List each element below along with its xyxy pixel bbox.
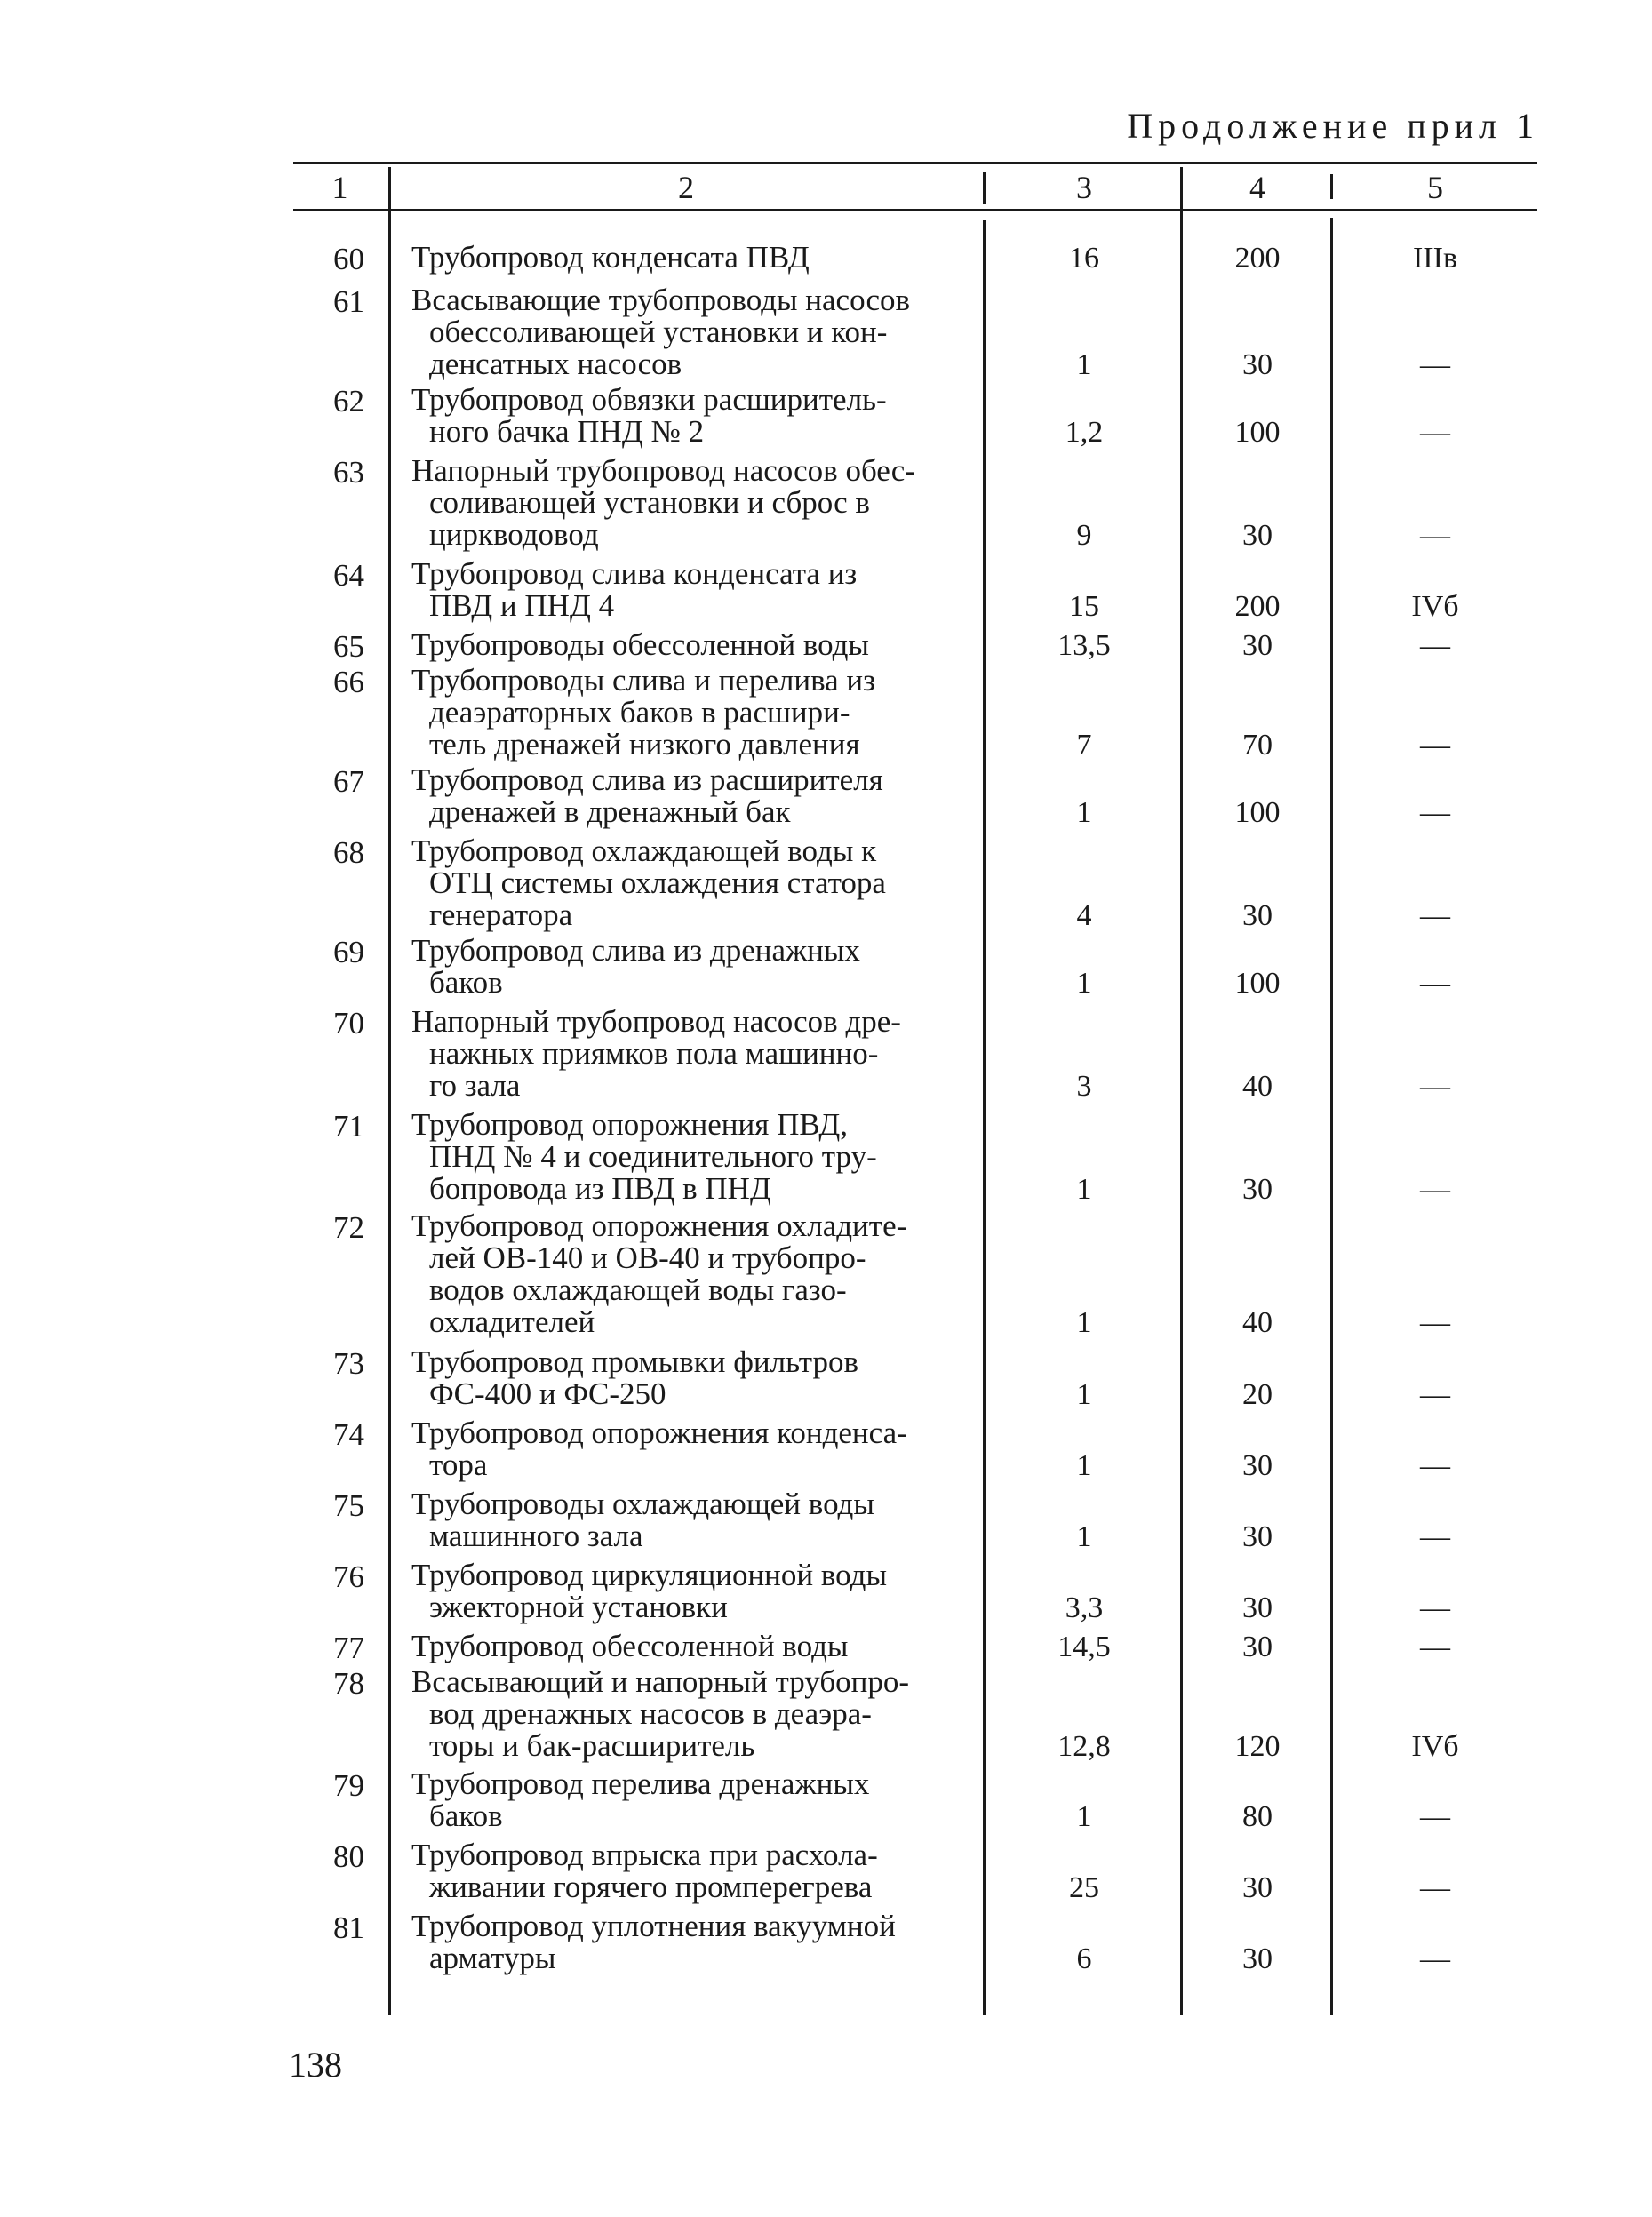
row-name-line: Трубопровод обессоленной воды [411,1629,849,1663]
row-name-line: Трубопровод обвязки расширитель- [411,382,887,417]
row-name [411,242,980,274]
row-name-line: Трубопровод уплотнения вакуумной [411,1909,896,1943]
row-number: 68 [333,835,364,870]
row-value-c3: 13,5 [1057,629,1111,662]
row-name-line: ОТЦ системы охлаждения статора [429,865,886,900]
row-name-line: Трубопровод слива конденсата из [411,556,858,591]
row-value-c3: 16 [1069,242,1099,275]
row-value-c3: 1 [1076,348,1092,381]
row-name-line: Трубопровод перелива дренажных [411,1766,870,1801]
row-value-c3: 25 [1069,1871,1099,1904]
row-value-c4: 30 [1242,1449,1273,1482]
row-name-line: циркводовод [429,517,599,552]
row-value-c5: — [1420,1070,1450,1103]
row-value-c5: — [1420,1306,1450,1339]
row-value-c4: 100 [1234,967,1281,1000]
row-name-line: бопровода из ПВД в ПНД [429,1171,771,1206]
row-name-line: Трубопровод слива из дренажных [411,933,860,968]
row-value-c3: 1 [1076,1800,1092,1833]
row-number: 81 [333,1910,364,1945]
row-number: 73 [333,1346,364,1381]
row-number: 75 [333,1488,364,1523]
row-value-c3: 1 [1076,967,1092,1000]
row-value-c5: — [1420,1871,1450,1904]
row-number: 74 [333,1417,364,1452]
row-value-c3: 14,5 [1057,1631,1111,1663]
row-name-line: генератора [429,897,573,932]
row-value-c3: 15 [1069,590,1099,623]
row-name [411,835,980,931]
row-name-line: Трубопровод опорожнения ПВД, [411,1107,849,1142]
row-name-line: денсатных насосов [429,347,682,381]
column-header-5: 5 [1427,170,1443,205]
row-value-c5: — [1420,519,1450,552]
row-number: 69 [333,935,364,969]
row-name-line: обессоливающей установки и кон- [429,315,888,349]
row-number: 60 [333,242,364,276]
row-name [411,384,980,448]
row-value-c5: — [1420,1942,1450,1975]
row-name [411,1666,980,1762]
row-value-c4: 30 [1242,1520,1273,1553]
row-value-c5: — [1420,796,1450,829]
row-name-line: Трубопровод охлаждающей воды к [411,833,877,868]
row-value-c3: 9 [1076,519,1092,552]
row-number: 64 [333,558,364,593]
row-name-line: дренажей в дренажный бак [429,794,791,829]
row-number: 65 [333,629,364,664]
row-value-c4: 30 [1242,629,1273,662]
row-name-line: вод дренажных насосов в деаэра- [429,1696,872,1731]
row-value-c3: 4 [1076,899,1092,932]
row-value-c3: 1 [1076,1520,1092,1553]
row-value-c5: — [1420,967,1450,1000]
column-divider [983,172,986,204]
row-name-line: живании горячего промперегрева [429,1870,873,1904]
row-name-line: Трубопроводы обессоленной воды [411,627,869,662]
column-header-2: 2 [678,170,694,205]
row-value-c4: 40 [1242,1306,1273,1339]
row-name-line: Трубопровод конденсата ПВД [411,240,810,275]
row-value-c4: 200 [1234,242,1281,275]
row-number: 62 [333,384,364,419]
column-header-4: 4 [1249,170,1265,205]
row-value-c5: IIIв [1412,242,1458,275]
row-number: 67 [333,764,364,799]
row-number: 66 [333,665,364,699]
row-value-c4: 40 [1242,1070,1273,1103]
row-value-c4: 80 [1242,1800,1273,1833]
row-name [411,1559,980,1623]
row-value-c5: IVб [1411,1730,1459,1763]
row-value-c4: 30 [1242,1173,1273,1206]
row-name-line: баков [429,965,503,1000]
row-name-line: ПВД и ПНД 4 [429,588,615,623]
row-name [411,629,980,661]
row-name-line: Трубопровод впрыска при расхола- [411,1838,878,1872]
row-value-c4: 30 [1242,1591,1273,1624]
row-value-c4: 100 [1234,796,1281,829]
row-name-line: Напорный трубопровод насосов дре- [411,1004,901,1039]
row-name-line: Всасывающие трубопроводы насосов [411,283,911,317]
row-value-c5: — [1420,1449,1450,1482]
row-value-c4: 20 [1242,1378,1273,1411]
row-name [411,1109,980,1205]
row-number: 72 [333,1210,364,1245]
row-name-line: Всасывающий и напорный трубопро- [411,1664,910,1699]
row-name-line: баков [429,1798,503,1833]
row-name [411,1346,980,1410]
row-name-line: эжекторной установки [429,1590,728,1624]
row-name-line: тора [429,1447,488,1482]
row-value-c5: — [1420,1800,1450,1833]
column-divider [983,220,986,2015]
row-name-line: ПНД № 4 и соединительного тру- [429,1139,877,1174]
table-top-rule [293,162,1537,164]
row-name [411,1768,980,1832]
row-value-c4: 200 [1234,590,1281,623]
row-value-c5: — [1420,899,1450,932]
row-name-line: тель дренажей низкого давления [429,727,860,762]
row-number: 63 [333,455,364,490]
row-value-c5: — [1420,729,1450,762]
row-number: 80 [333,1839,364,1874]
row-name-line: арматуры [429,1941,556,1975]
row-name-line: Трубопровод опорожнения конденса- [411,1416,907,1450]
row-name-line: Трубопровод циркуляционной воды [411,1558,887,1592]
row-value-c5: — [1420,416,1450,449]
page-number: 138 [289,2045,342,2085]
row-number: 77 [333,1631,364,1665]
row-value-c4: 30 [1242,1871,1273,1904]
row-name [411,1210,980,1338]
row-value-c5: — [1420,1173,1450,1206]
row-name [411,764,980,828]
row-value-c4: 30 [1242,899,1273,932]
table-header-rule [293,209,1537,211]
row-value-c4: 30 [1242,1631,1273,1663]
row-number: 71 [333,1109,364,1144]
row-name-line: соливающей установки и сброс в [429,485,870,520]
column-divider [388,167,391,2015]
row-value-c4: 30 [1242,519,1273,552]
row-value-c4: 30 [1242,1942,1273,1975]
row-name [411,1631,980,1663]
row-name-line: Трубопроводы охлаждающей воды [411,1487,874,1521]
row-value-c3: 1 [1076,1449,1092,1482]
row-number: 76 [333,1559,364,1594]
row-number: 70 [333,1006,364,1041]
row-name-line: Трубопроводы слива и перелива из [411,663,875,698]
row-value-c5: — [1420,1520,1450,1553]
row-name [411,935,980,999]
column-header-3: 3 [1076,170,1092,205]
row-name-line: нажных приямков пола машинно- [429,1036,879,1071]
row-name-line: ного бачка ПНД № 2 [429,414,705,449]
row-value-c5: IVб [1411,590,1459,623]
row-name-line: охладителей [429,1304,595,1339]
row-name-line: машинного зала [429,1519,643,1553]
row-value-c3: 12,8 [1057,1730,1111,1763]
row-name-line: торы и бак-расширитель [429,1728,755,1763]
row-value-c5: — [1420,1591,1450,1624]
row-name [411,665,980,761]
row-value-c5: — [1420,348,1450,381]
row-value-c4: 100 [1234,416,1281,449]
table-caption: Продолжение прил 1 [1127,106,1539,146]
row-number: 78 [333,1666,364,1701]
row-name-line: Трубопровод опорожнения охладите- [411,1208,907,1243]
row-value-c4: 120 [1234,1730,1281,1763]
row-value-c4: 70 [1242,729,1273,762]
row-value-c3: 1,2 [1065,416,1104,449]
row-value-c4: 30 [1242,348,1273,381]
row-value-c3: 1 [1076,796,1092,829]
column-header-1: 1 [331,170,348,205]
row-name-line: водов охлаждающей воды газо- [429,1272,847,1307]
row-value-c5: — [1420,629,1450,662]
row-value-c5: — [1420,1631,1450,1663]
row-name [411,1488,980,1552]
row-name-line: Трубопровод промывки фильтров [411,1344,858,1379]
row-name-line: го зала [429,1068,521,1103]
row-name-line: Напорный трубопровод насосов обес- [411,453,915,488]
row-value-c5: — [1420,1378,1450,1411]
row-value-c3: 1 [1076,1173,1092,1206]
row-name-line: ФС-400 и ФС-250 [429,1376,666,1411]
row-name [411,455,980,551]
row-name [411,1417,980,1481]
row-number: 61 [333,284,364,319]
row-value-c3: 1 [1076,1306,1092,1339]
row-value-c3: 3,3 [1065,1591,1104,1624]
row-value-c3: 3 [1076,1070,1092,1103]
row-name [411,284,980,380]
row-name-line: деаэраторных баков в расшири- [429,695,850,730]
row-name [411,1910,980,1974]
row-name [411,1006,980,1102]
row-name-line: Трубопровод слива из расширителя [411,762,883,797]
row-name [411,558,980,622]
row-value-c3: 7 [1076,729,1092,762]
row-number: 79 [333,1768,364,1803]
row-name [411,1839,980,1903]
row-value-c3: 6 [1076,1942,1092,1975]
row-name-line: лей ОВ-140 и ОВ-40 и трубопро- [429,1240,866,1275]
row-value-c3: 1 [1076,1378,1092,1411]
